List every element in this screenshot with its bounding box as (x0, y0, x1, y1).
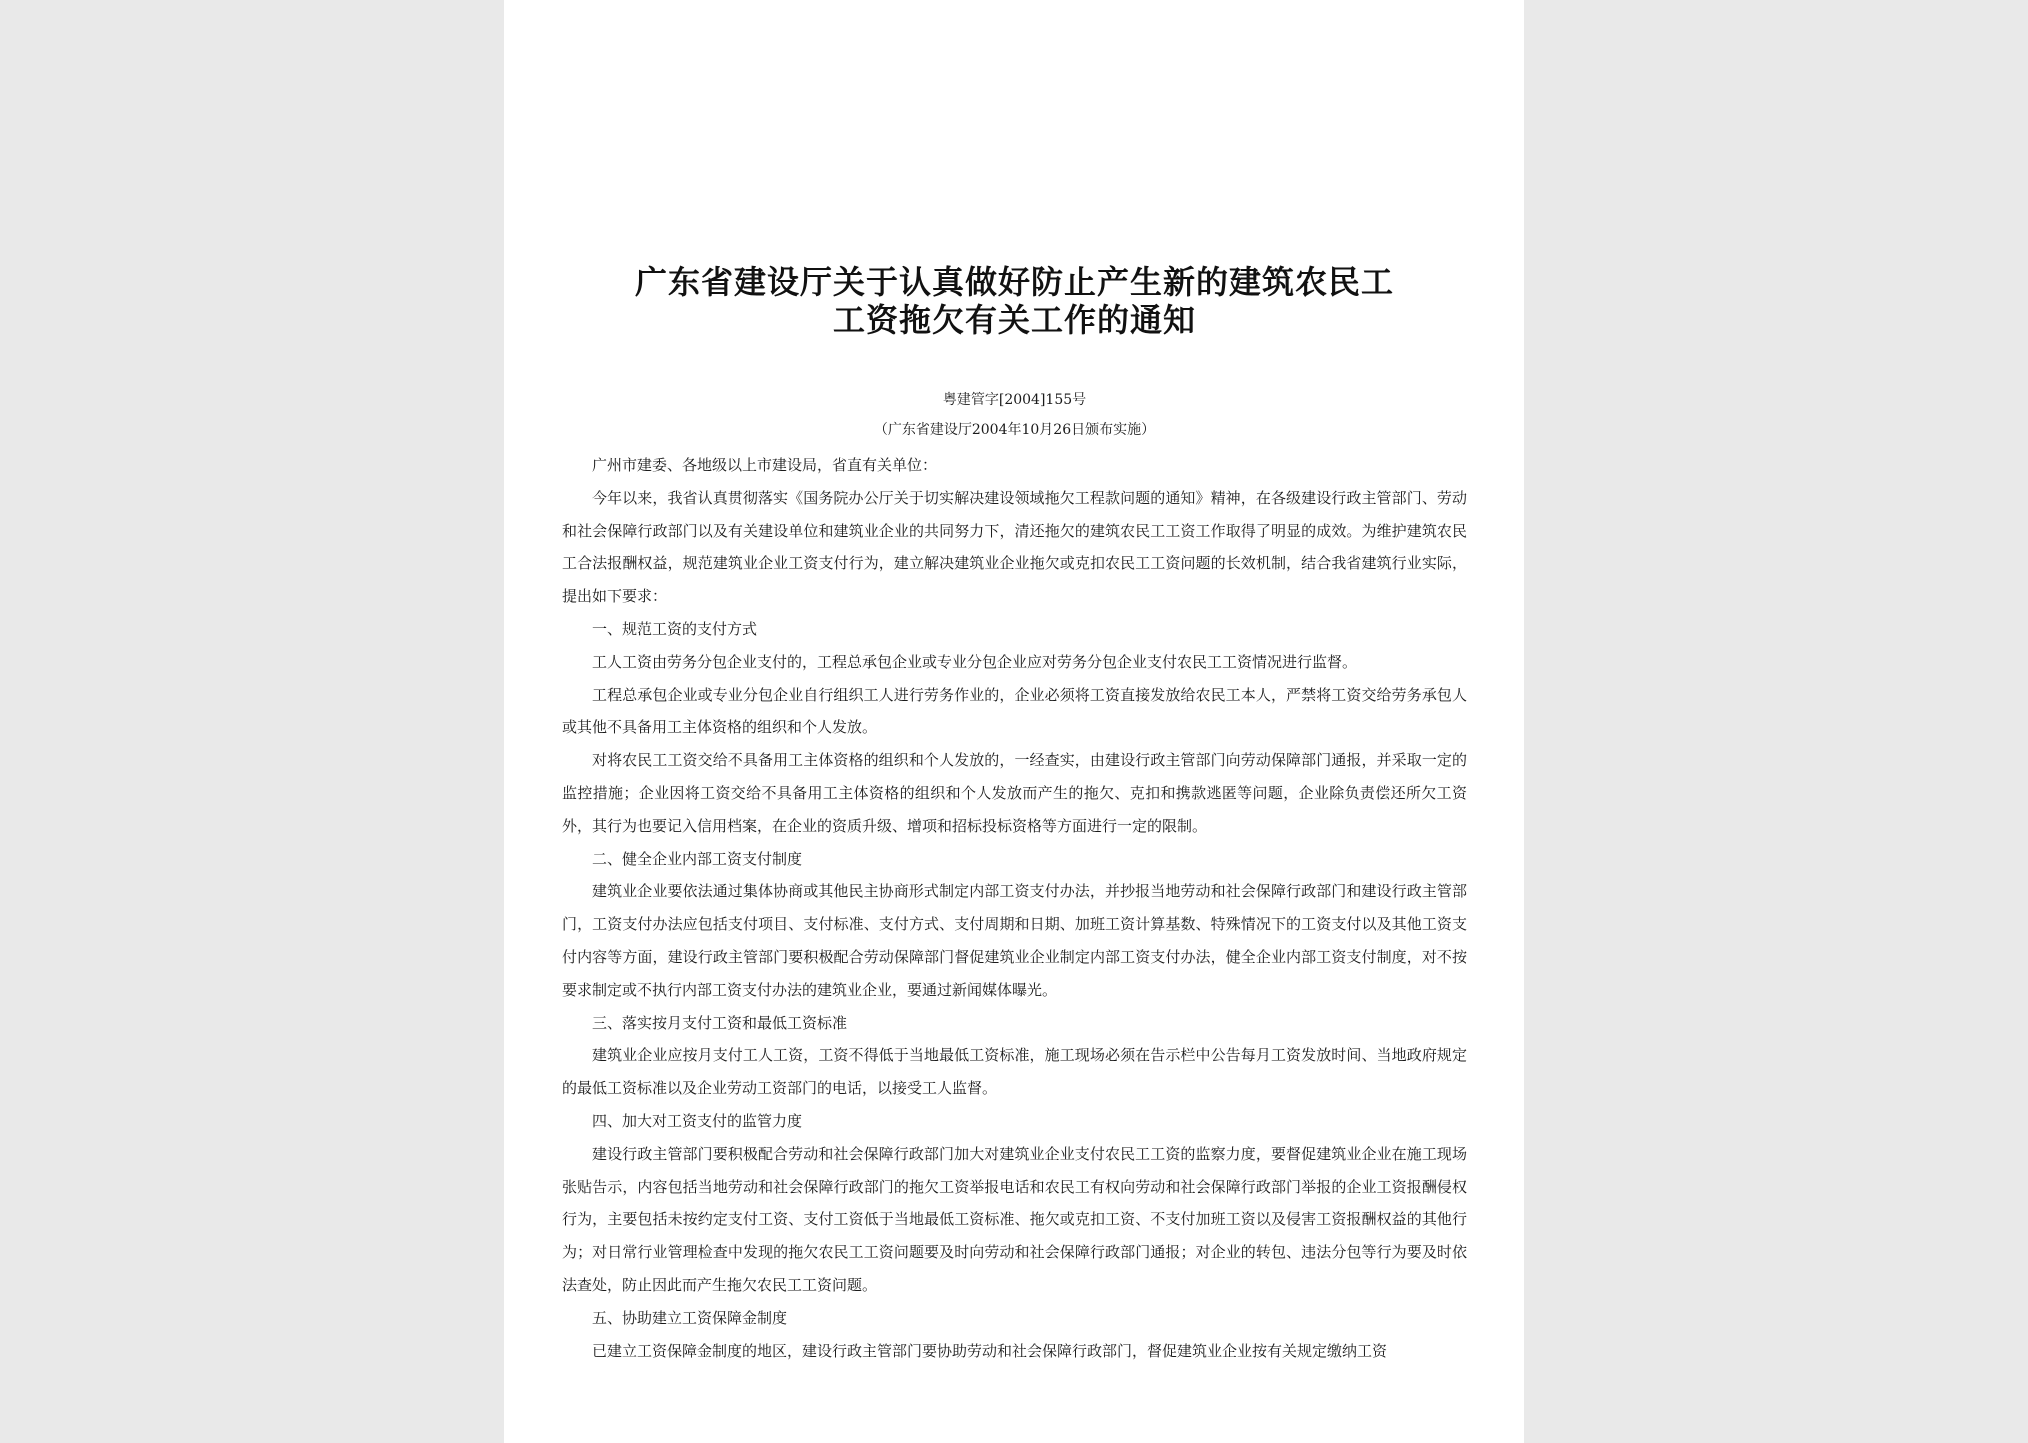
document-title (562, 263, 1467, 339)
section-heading: 三、落实按月支付工资和最低工资标准 (592, 1013, 848, 1032)
title-line-1: 广东省建设厅关于认真做好防止产生新的建筑农民工 (634, 263, 1394, 301)
addressee-paragraph: 广州市建委、各地级以上市建设局，省直有关单位： (592, 456, 938, 474)
document-page (504, 0, 1524, 1443)
section-heading: 一、规范工资的支付方式 (592, 619, 758, 638)
body-paragraph: 建设行政主管部门要积极配合劳动和社会保障行政部门加大对建筑业企业支付农民工工资的监察力度，要督促建筑业企业在施工现场张贴告示，内容包括当地劳动和社会保障行政部门的拖欠工资举报电话和农民工有权向劳动和社会保障行政部门举报的企业工资报酬侵权行为，主要包括未按约定支付工资、支付工资低于当地最低工资标准、拖欠或克扣工资、不支付加班工资以及侵害工资报酬权益的其他行为；对日常行业管理检查中发现的拖欠农民工工资问题要及时向劳动和社会保障行政部门通报；对企业的转包、违法分包等行为要及时依法查处，防止因此而产生拖欠农民工工资问题。 (562, 1144, 1467, 1294)
body-paragraph: 已建立工资保障金制度的地区，建设行政主管部门要协助劳动和社会保障行政部门，督促建筑业企业按有关规定缴纳工资 (592, 1341, 1388, 1360)
body-paragraph: 建筑业企业应按月支付工人工资，工资不得低于当地最低工资标准，施工现场必须在告示栏中公告每月工资发放时间、当地政府规定的最低工资标准以及企业劳动工资部门的电话，以接受工人监督。 (562, 1046, 1467, 1098)
document-body (562, 449, 1467, 1367)
issued-note: （广东省建设厅2004年10月26日颁布实施） (873, 422, 1156, 438)
title-line-2: 工资拖欠有关工作的通知 (832, 301, 1196, 339)
section-heading: 五、协助建立工资保障金制度 (592, 1308, 788, 1327)
body-paragraph: 对将农民工工资交给不具备用工主体资格的组织和个人发放的，一经查实，由建设行政主管部门向劳动保障部门通报，并采取一定的监控措施；企业因将工资交给不具备用工主体资格的组织和个人发放而产生的拖欠、克扣和携款逃匿等问题，企业除负责偿还所欠工资外，其行为也要记入信用档案，在企业的资质升级、增项和招标投标资格等方面进行一定的限制。 (562, 751, 1467, 835)
section-heading: 二、健全企业内部工资支付制度 (592, 849, 803, 868)
body-paragraph: 建筑业企业要依法通过集体协商或其他民主协商形式制定内部工资支付办法，并抄报当地劳动和社会保障行政部门和建设行政主管部门，工资支付办法应包括支付项目、支付标准、支付方式、支付周期和日期、加班工资计算基数、特殊情况下的工资支付以及其他工资支付内容等方面，建设行政主管部门要积极配合劳动保障部门督促建筑业企业制定内部工资支付办法，健全企业内部工资支付制度，对不按要求制定或不执行内部工资支付办法的建筑业企业，要通过新闻媒体曝光。 (562, 882, 1467, 999)
body-paragraph: 今年以来，我省认真贯彻落实《国务院办公厅关于切实解决建设领域拖欠工程款问题的通知》精神，在各级建设行政主管部门、劳动和社会保障行政部门以及有关建设单位和建筑业企业的共同努力下，清还拖欠的建筑农民工工资工作取得了明显的成效。为维护建筑农民工合法报酬权益，规范建筑业企业工资支付行为，建立解决建筑业企业拖欠或克扣农民工工资问题的长效机制，结合我省建筑行业实际，提出如下要求： (562, 488, 1467, 606)
body-paragraph: 工人工资由劳务分包企业支付的，工程总承包企业或专业分包企业应对劳务分包企业支付农民工工资情况进行监督。 (592, 652, 1358, 671)
section-heading: 四、加大对工资支付的监管力度 (592, 1111, 803, 1130)
body-paragraph: 工程总承包企业或专业分包企业自行组织工人进行劳务作业的，企业必须将工资直接发放给农民工本人，严禁将工资交给劳务承包人或其他不具备用工主体资格的组织和个人发放。 (562, 685, 1467, 737)
document-number: 粤建管字[2004]155号 (942, 392, 1087, 408)
